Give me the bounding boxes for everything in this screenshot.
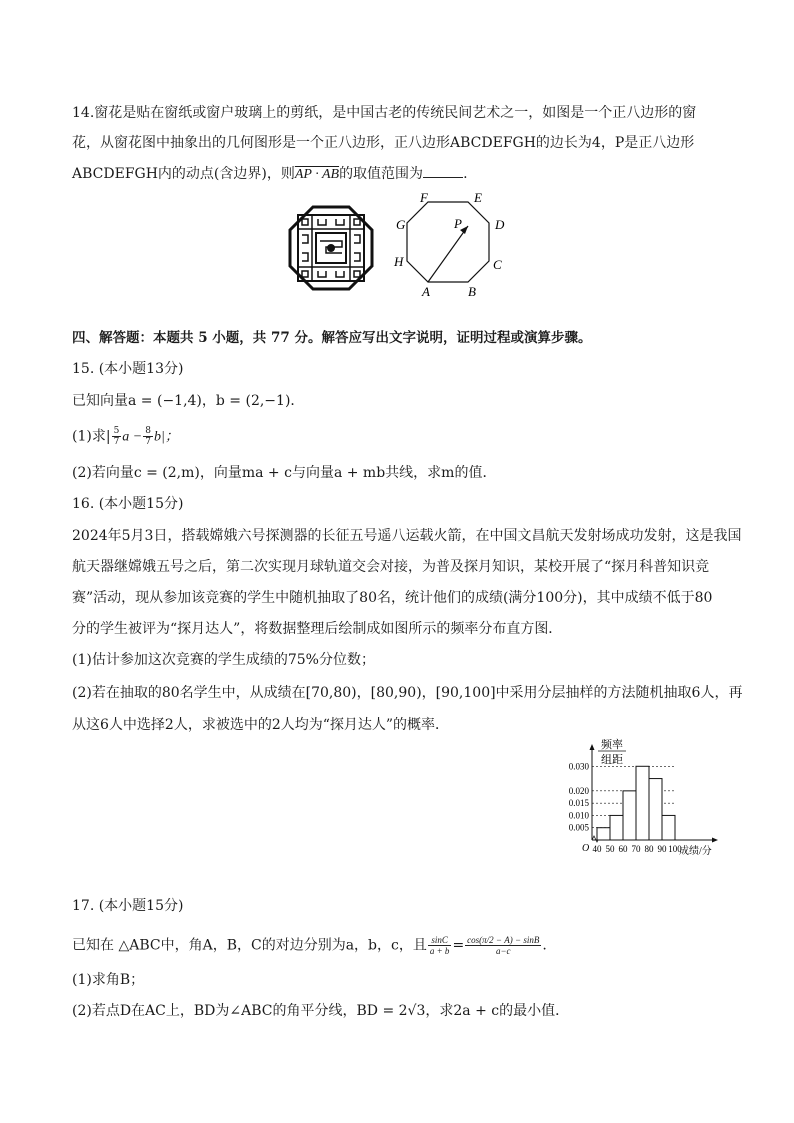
q15-p1-frac2-num: 8 (145, 426, 151, 436)
hist-ylabel-top: 频率 (601, 739, 623, 751)
hist-xtick-label-4: 80 (644, 844, 654, 854)
q16-line1: 2024年5月3日，搭载嫦娥六号探测器的长征五号遥八运载火箭，在中国文昌航天发射场成功发射，这是我国 (72, 528, 742, 544)
hist-y-arrow (590, 744, 595, 750)
q15-p1-frac1 (112, 426, 122, 447)
q14-line3-tail: 的取值范围为 (339, 166, 424, 182)
q16-line2: 航天器继嫦娥五号之后，第二次实现月球轨道交会对接，为普及探月知识，某校开展了“探月科普知识竞 (72, 559, 710, 575)
label-h: H (394, 254, 404, 269)
frequency-histogram (552, 736, 732, 860)
label-f: F (420, 190, 428, 205)
q17-header: 17. (本小题15分) (72, 898, 184, 914)
q15-p1-frac2-den: 7 (145, 437, 151, 447)
q16-line4: 分的学生被评为“探月达人”，将数据整理后绘制成如图所示的频率分布直方图． (72, 621, 563, 637)
hist-bar-3 (636, 766, 649, 840)
hist-xtick-label-1: 50 (605, 844, 615, 854)
q15-p1-frac2 (143, 426, 153, 447)
octagon-figure (390, 188, 520, 300)
section4-title: 四、解答题：本题共 5 小题，共 77 分。解答应写出文字说明，证明过程或演算步骤。 (72, 330, 592, 346)
q17-frac1-num: sinC (428, 935, 452, 946)
q15-header: 15. (本小题13分) (72, 361, 184, 377)
q15-given: 已知向量a = (−1,4)，b = (2,−1)． (72, 393, 305, 409)
q14-vector-expr: AP · AB (294, 167, 340, 182)
hist-origin: O (582, 843, 590, 854)
q17-frac1 (428, 935, 452, 956)
hist-bar-5 (662, 815, 675, 840)
hist-ylabel-bottom: 组距 (601, 754, 623, 766)
label-c: C (493, 257, 502, 272)
hist-ytick-label-4: 0.030 (568, 761, 589, 772)
octagon (407, 202, 489, 282)
q15-part2: (2)若向量c = (2,m)，向量ma + c与向量a + mb共线，求m的值． (72, 465, 497, 481)
q14-answer-blank (423, 163, 463, 178)
label-d: D (495, 217, 505, 232)
q17-part1: (1)求角B； (72, 972, 145, 988)
q14-line2: 花，从窗花图中抽象出的几何图形是一个正八边形，正八边形ABCDEFGH的边长为4，P是正八边形 (72, 135, 695, 151)
q17-frac1-den: a + b (429, 946, 450, 956)
q15-p1-mid: a − (122, 429, 143, 445)
hist-bar-0 (597, 828, 610, 840)
hist-ytick-label-1: 0.010 (568, 810, 589, 821)
q17-frac2-num: cos(π/2 − A) − sinB (467, 935, 540, 945)
q17-eq: = (452, 937, 465, 954)
hist-xtick-label-3: 70 (631, 844, 641, 854)
flower-center (327, 244, 335, 252)
hist-bar-1 (610, 815, 623, 840)
hist-ytick-label-0: 0.005 (568, 822, 589, 833)
q16-line3: 赛”活动，现从参加该竞赛的学生中随机抽取了80名，统计他们的成绩(满分100分)，其中成绩不低于80 (72, 590, 713, 606)
q17-frac2 (465, 935, 541, 956)
label-a: A (422, 284, 430, 299)
q16-part2-line2: 从这6人中选择2人，求被选中的2人均为“探月达人”的概率． (72, 717, 450, 733)
hist-xtick-label-0: 40 (592, 844, 602, 854)
label-p: P (454, 216, 462, 231)
hist-ytick-label-2: 0.015 (568, 798, 589, 809)
q15-part1 (72, 426, 179, 448)
q16-part1: (1)估计参加这次竞赛的学生成绩的75%分位数； (72, 652, 375, 668)
q17-given (72, 935, 547, 956)
q16-part2-line1: (2)若在抽取的80名学生中，从成绩在[70,80)，[80,90)，[90,100]中采用分层抽样的方法随机抽取6人，再 (72, 685, 743, 701)
window-flower-figure (288, 205, 374, 291)
q14-line3 (72, 163, 468, 185)
hist-x-arrow (712, 838, 718, 843)
label-e: E (474, 190, 482, 205)
hist-xtick-label-2: 60 (618, 844, 628, 854)
q14-line1: 14.窗花是贴在窗纸或窗户玻璃上的剪纸，是中国古老的传统民间艺术之一，如图是一个正八边形的窗 (72, 105, 697, 121)
q17-frac2-den: a−c (495, 946, 511, 956)
hist-bar-2 (623, 791, 636, 840)
q15-p1-frac1-num: 5 (113, 426, 120, 436)
q16-header: 16. (本小题15分) (72, 496, 184, 512)
q14-line3-text: ABCDEFGH内的动点(含边界)，则 (72, 166, 295, 182)
q15-p1-frac1-den: 7 (113, 437, 120, 447)
q15-p1-pre: (1)求| (72, 428, 111, 445)
q17-given-post: . (542, 937, 547, 954)
hist-xtick-label-6: 100 (668, 844, 682, 854)
hist-bar-4 (649, 779, 662, 840)
q15-p1-post: b|； (153, 429, 179, 445)
q14-period: . (463, 166, 468, 182)
label-b: B (468, 284, 476, 299)
hist-ytick-label-3: 0.020 (568, 785, 589, 796)
q17-part2: (2)若点D在AC上，BD为∠ABC的角平分线，BD = 2√3，求2a + c的最小值． (72, 1003, 570, 1019)
hist-xtick-label-5: 90 (657, 844, 667, 854)
label-g: G (396, 217, 406, 232)
vector-ap (428, 226, 468, 282)
hist-xlabel: 成绩/分 (679, 846, 712, 857)
q17-given-pre: 已知在 △ABC中，角A，B，C的对边分别为a，b，c，且 (72, 937, 427, 954)
